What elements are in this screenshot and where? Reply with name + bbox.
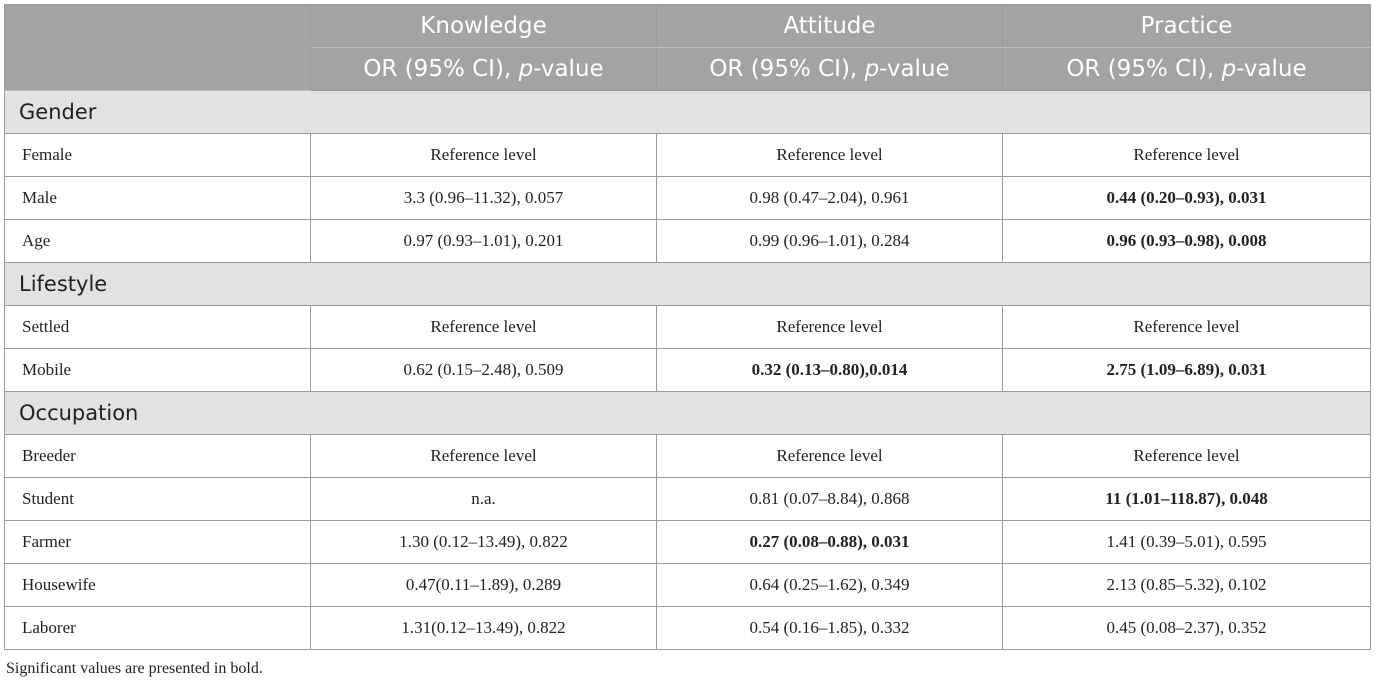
cell-knowledge: Reference level <box>311 306 657 349</box>
header-knowledge: Knowledge <box>311 5 657 48</box>
row-label: Mobile <box>5 349 311 392</box>
cell-attitude: 0.32 (0.13–0.80),0.014 <box>657 349 1003 392</box>
cell-knowledge: Reference level <box>311 134 657 177</box>
cell-practice: 0.45 (0.08–2.37), 0.352 <box>1003 607 1371 650</box>
table-row <box>5 306 1371 349</box>
cell-knowledge: n.a. <box>311 478 657 521</box>
cell-attitude: Reference level <box>657 435 1003 478</box>
group-row-lifestyle <box>5 263 1371 306</box>
cell-attitude: 0.64 (0.25–1.62), 0.349 <box>657 564 1003 607</box>
header-corner-cell <box>5 5 311 91</box>
cell-knowledge: 1.30 (0.12–13.49), 0.822 <box>311 521 657 564</box>
cell-practice: Reference level <box>1003 134 1371 177</box>
cell-knowledge: 0.97 (0.93–1.01), 0.201 <box>311 220 657 263</box>
cell-practice: 11 (1.01–118.87), 0.048 <box>1003 478 1371 521</box>
table-header <box>5 5 1371 91</box>
cell-practice: 0.96 (0.93–0.98), 0.008 <box>1003 220 1371 263</box>
cell-attitude: 0.81 (0.07–8.84), 0.868 <box>657 478 1003 521</box>
table-row <box>5 435 1371 478</box>
cell-attitude: 0.54 (0.16–1.85), 0.332 <box>657 607 1003 650</box>
header-practice: Practice <box>1003 5 1371 48</box>
table-footnote: Significant values are presented in bold. <box>6 660 263 677</box>
group-label: Occupation <box>5 392 1371 435</box>
row-label: Farmer <box>5 521 311 564</box>
row-label: Breeder <box>5 435 311 478</box>
table-row <box>5 478 1371 521</box>
table-row <box>5 607 1371 650</box>
cell-knowledge: 0.47(0.11–1.89), 0.289 <box>311 564 657 607</box>
cell-practice: 0.44 (0.20–0.93), 0.031 <box>1003 177 1371 220</box>
cell-attitude: Reference level <box>657 306 1003 349</box>
table-row <box>5 521 1371 564</box>
cell-knowledge: 3.3 (0.96–11.32), 0.057 <box>311 177 657 220</box>
cell-attitude: 0.99 (0.96–1.01), 0.284 <box>657 220 1003 263</box>
cell-knowledge: 1.31(0.12–13.49), 0.822 <box>311 607 657 650</box>
odds-ratio-table-container <box>4 4 1370 650</box>
subheader-attitude: OR (95% CI), p-value <box>657 48 1003 91</box>
cell-attitude: 0.27 (0.08–0.88), 0.031 <box>657 521 1003 564</box>
cell-practice: 1.41 (0.39–5.01), 0.595 <box>1003 521 1371 564</box>
subheader-practice: OR (95% CI), p-value <box>1003 48 1371 91</box>
odds-ratio-table <box>4 4 1371 650</box>
group-label: Gender <box>5 91 1371 134</box>
cell-practice: 2.75 (1.09–6.89), 0.031 <box>1003 349 1371 392</box>
table-row <box>5 220 1371 263</box>
table-row <box>5 349 1371 392</box>
row-label: Laborer <box>5 607 311 650</box>
subheader-knowledge: OR (95% CI), p-value <box>311 48 657 91</box>
cell-attitude: Reference level <box>657 134 1003 177</box>
row-label: Settled <box>5 306 311 349</box>
table-body <box>5 91 1371 650</box>
row-label: Housewife <box>5 564 311 607</box>
header-row-outcomes <box>5 5 1371 48</box>
cell-practice: 2.13 (0.85–5.32), 0.102 <box>1003 564 1371 607</box>
group-row-occupation <box>5 392 1371 435</box>
table-row <box>5 134 1371 177</box>
cell-knowledge: 0.62 (0.15–2.48), 0.509 <box>311 349 657 392</box>
row-label: Male <box>5 177 311 220</box>
row-label: Student <box>5 478 311 521</box>
table-row <box>5 564 1371 607</box>
group-label: Lifestyle <box>5 263 1371 306</box>
cell-knowledge: Reference level <box>311 435 657 478</box>
group-row-gender <box>5 91 1371 134</box>
row-label: Female <box>5 134 311 177</box>
header-attitude: Attitude <box>657 5 1003 48</box>
cell-attitude: 0.98 (0.47–2.04), 0.961 <box>657 177 1003 220</box>
cell-practice: Reference level <box>1003 306 1371 349</box>
cell-practice: Reference level <box>1003 435 1371 478</box>
table-row <box>5 177 1371 220</box>
row-label: Age <box>5 220 311 263</box>
